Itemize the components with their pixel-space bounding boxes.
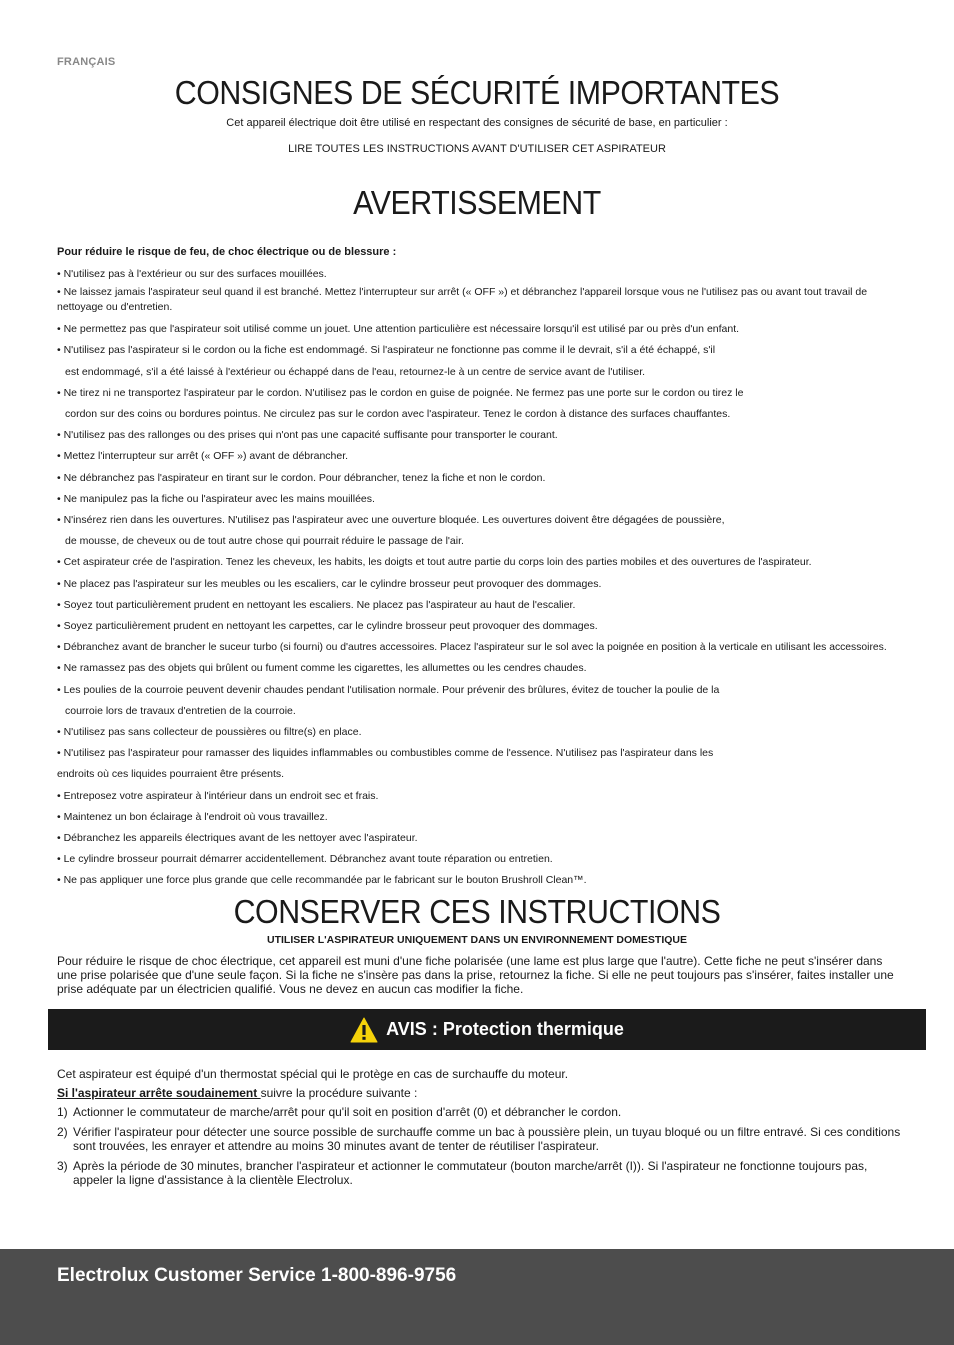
warning-list [57,264,887,892]
list-item: • Ne pas appliquer une force plus grande que celle recommandée par le fabricant sur le bouton Brushroll Clean™. [57,874,587,887]
list-item: courroie lors de travaux d'entretien de la courroie. [65,704,296,717]
list-item [57,1125,907,1153]
list-item: • Ne permettez pas que l'aspirateur soit utilisé comme un jouet. Une attention particulière est nécessaire lorsqu'il est utilisé par ou près d'un enfant. [57,323,740,336]
step-number: 1) [57,1105,68,1119]
list-item: • N'utilisez pas l'aspirateur pour ramasser des liquides inflammables ou combustibles comme de l'essence. N'utilisez pas l'aspirateur dans les [57,747,714,760]
warning-lead: Pour réduire le risque de feu, de choc électrique ou de blessure : [57,246,397,258]
list-item: • N'insérez rien dans les ouvertures. N'utilisez pas l'aspirateur avec une ouverture bloquée. Les ouvertures doivent être dégagées de poussière, [57,514,725,527]
footer-bar [0,1249,954,1345]
step-number: 2) [57,1125,68,1139]
list-item: • N'utilisez pas l'aspirateur si le cordon ou la fiche est endommagé. Si l'aspirateur ne fonctionne pas comme il le devrait, s'il a été échappé, s'il [57,344,716,357]
thermal-protection-body [57,1067,907,1193]
list-item: • N'utilisez pas sans collecteur de poussières ou filtre(s) en place. [57,726,362,739]
step-text: Vérifier l'aspirateur pour détecter une source possible de surchauffe comme un bac à poussière plein, un tuyau bloqué ou un filtre entravé. Si ces conditions sont trouvées, les enrayer et attendre au moins 30 minutes avant de tenter de réutiliser l'aspirateur. [73,1125,901,1153]
condition-underlined: Si l'aspirateur arrête soudainement [57,1086,261,1100]
thermal-intro: Cet aspirateur est équipé d'un thermostat spécial qui le protège en cas de surchauffe du moteur. [57,1067,569,1081]
list-item: • N'utilisez pas des rallonges ou des prises qui n'ont pas une capacité suffisante pour transporter le courant. [57,429,558,442]
list-item: • Entreposez votre aspirateur à l'intérieur dans un endroit sec et frais. [57,789,379,802]
polarized-plug-paragraph: Pour réduire le risque de choc électrique, cet appareil est muni d'une fiche polarisée (une lame est plus large que l'autre). Cette fiche ne peut s'insérer dans une prise polarisée que d'une seule façon. Si la fiche ne s'insère pas dans la prise, retournez la fiche. Si elle ne peut toujours pas s'insérer, faites installer une prise adéquate par un électricien qualifié. Vous ne devez en aucun cas modifier la fiche. [57,954,894,996]
conserve-title: CONSERVER CES INSTRUCTIONS [233,893,721,930]
list-item: • Ne ramassez pas des objets qui brûlent ou fument comme les cigarettes, les allumettes ou les cendres chaudes. [57,662,587,675]
list-item: • Soyez tout particulièrement prudent en nettoyant les escaliers. Ne placez pas l'aspirateur au haut de l'escalier. [57,598,576,611]
list-item: • Débranchez avant de brancher le suceur turbo (si fourni) ou d'autres accessoires. Placez l'aspirateur sur le sol avec la poignée en position à la verticale en utilisant les accessoires. [57,641,887,654]
read-all-notice: LIRE TOUTES LES INSTRUCTIONS AVANT D'UTILISER CET ASPIRATEUR [288,143,666,155]
list-item: endroits où ces liquides pourraient être présents. [57,768,285,781]
list-item: • Maintenez un bon éclairage à l'endroit où vous travaillez. [57,810,328,823]
list-item: • N'utilisez pas à l'extérieur ou sur des surfaces mouillées. [57,268,327,280]
condition-rest: suivre la procédure suivante : [260,1086,418,1100]
banner-title: AVIS : Protection thermique [386,1019,624,1039]
list-item: • Cet aspirateur crée de l'aspiration. Tenez les cheveux, les habits, les doigts et tout autre partie du corps loin des parties mobiles et des ouvertures de l'aspirateur. [57,556,812,569]
step-text: Actionner le commutateur de marche/arrêt pour qu'il soit en position d'arrêt (0) et débrancher le cordon. [73,1105,622,1119]
list-item: • Ne placez pas l'aspirateur sur les meubles ou les escaliers, car le cylindre brosseur peut provoquer des dommages. [57,577,602,590]
list-item: • Soyez particulièrement prudent en nettoyant les carpettes, car le cylindre brosseur peut provoquer des dommages. [57,620,598,633]
step-text: Après la période de 30 minutes, brancher l'aspirateur et actionner le commutateur (bouton marche/arrêt (I)). Si l'aspirateur ne fonctionne toujours pas, appeler la ligne d'assistance à la clientèle Electrolux. [73,1159,868,1187]
safety-intro: Cet appareil électrique doit être utilisé en respectant des consignes de sécurité de base, en particulier : [226,117,728,129]
step-number: 3) [57,1159,68,1173]
thermal-protection-banner [48,1009,926,1050]
list-item: • Les poulies de la courroie peuvent devenir chaudes pendant l'utilisation normale. Pour prévenir des brûlures, évitez de toucher la poulie de la [57,683,720,696]
warning-triangle-icon [350,1017,378,1043]
list-item: • Ne manipulez pas la fiche ou l'aspirateur avec les mains mouillées. [57,492,375,505]
list-item: • Le cylindre brosseur pourrait démarrer accidentellement. Débranchez avant toute réparation ou entretien. [57,853,553,866]
list-item [57,1159,907,1187]
language-label: FRANÇAIS [57,56,116,68]
list-item: de mousse, de cheveux ou de tout autre chose qui pourrait réduire le passage de l'air. [65,535,464,548]
list-item: • Ne débranchez pas l'aspirateur en tirant sur le cordon. Pour débrancher, tenez la fiche et non le cordon. [57,471,546,484]
list-item: • Ne laissez jamais l'aspirateur seul quand il est branché. Mettez l'interrupteur sur arrêt (« OFF ») et débranchez l'appareil lorsque vous ne l'utilisez pas ou avant tout travail de nettoyage ou d'entretien. [57,286,868,314]
list-item: • Mettez l'interrupteur sur arrêt (« OFF ») avant de débrancher. [57,450,349,463]
list-item [57,1105,907,1119]
domestic-use-notice: UTILISER L'ASPIRATEUR UNIQUEMENT DANS UN ENVIRONNEMENT DOMESTIQUE [267,934,687,946]
list-item: est endommagé, s'il a été laissé à l'extérieur ou échappé dans de l'eau, retournez-le à un centre de service avant de l'utiliser. [65,365,646,378]
customer-service-line: Electrolux Customer Service 1-800-896-9756 [57,1265,457,1286]
warning-title: AVERTISSEMENT [353,184,601,221]
thermal-condition [57,1086,907,1100]
list-item: • Ne tirez ni ne transportez l'aspirateur par le cordon. N'utilisez pas le cordon en guise de poignée. Ne fermez pas une porte sur le cordon ou tirez le [57,386,744,399]
list-item: • Débranchez les appareils électriques avant de les nettoyer avec l'aspirateur. [57,832,418,845]
safety-title: CONSIGNES DE SÉCURITÉ IMPORTANTES [174,74,780,111]
list-item: cordon sur des coins ou bordures pointus. Ne circulez pas sur le cordon avec l'aspirateur. Tenez le cordon à distance des surfaces chauffantes. [65,408,731,421]
